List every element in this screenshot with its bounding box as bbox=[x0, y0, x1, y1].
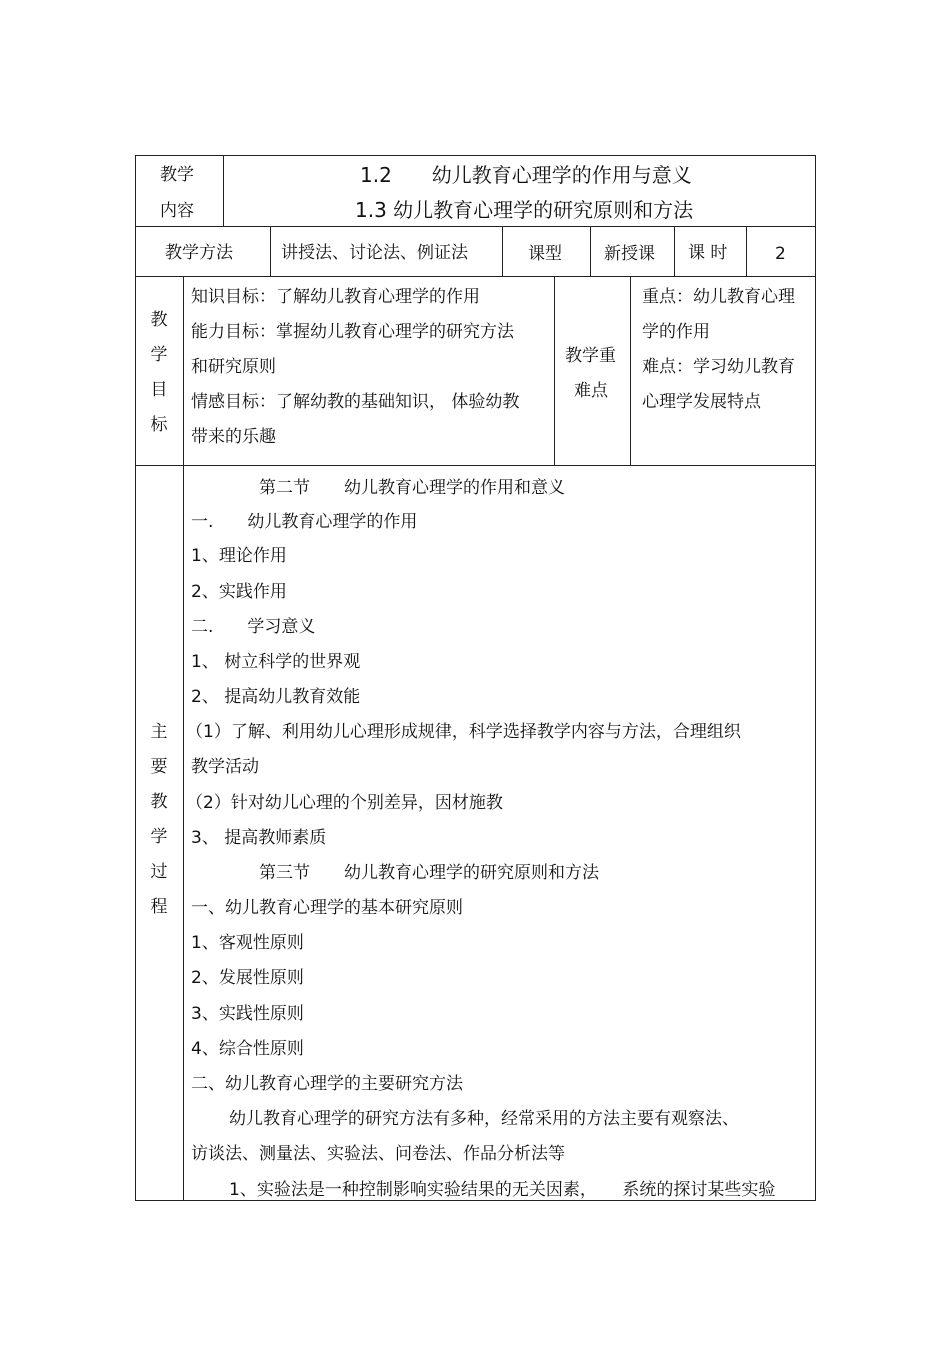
table-rule bbox=[270, 226, 271, 276]
table-border-right bbox=[815, 155, 816, 1200]
process-label-char: 过 bbox=[150, 862, 168, 882]
process-line: 一. 幼儿教育心理学的作用 bbox=[191, 512, 418, 532]
objective-line: 知识目标：了解幼儿教育心理学的作用 bbox=[191, 287, 480, 307]
table-border-top bbox=[135, 155, 816, 156]
process-line: 访谈法、测量法、实验法、问卷法、作品分析法等 bbox=[191, 1144, 565, 1164]
process-line: 幼儿教育心理学的研究方法有多种，经常采用的方法主要有观察法、 bbox=[229, 1109, 739, 1129]
process-line: 1、 树立科学的世界观 bbox=[191, 652, 361, 672]
process-label-char: 主 bbox=[150, 722, 168, 742]
table-border-left bbox=[135, 155, 136, 1200]
process-line: 2、实践作用 bbox=[191, 582, 287, 602]
lesson-title-1: 1.2 幼儿教育心理学的作用与意义 bbox=[360, 163, 692, 187]
content-label: 教学 bbox=[160, 165, 194, 185]
key-point-line: 学的作用 bbox=[642, 322, 710, 342]
objective-line: 能力目标：掌握幼儿教育心理学的研究方法 bbox=[191, 322, 514, 342]
process-line: 1、理论作用 bbox=[191, 546, 287, 566]
key-points-label: 难点 bbox=[574, 381, 608, 401]
objectives-label-char: 教 bbox=[150, 310, 168, 330]
process-line: （1）了解、利用幼儿心理形成规律，科学选择教学内容与方法，合理组织 bbox=[186, 722, 741, 742]
process-line: 2、 提高幼儿教育效能 bbox=[191, 687, 361, 707]
process-label-char: 程 bbox=[150, 897, 168, 917]
table-rule bbox=[502, 226, 503, 276]
table-rule bbox=[674, 226, 675, 276]
process-line: 3、实践性原则 bbox=[191, 1004, 304, 1024]
table-rule bbox=[135, 226, 816, 227]
type-value: 新授课 bbox=[604, 244, 655, 264]
hours-label: 课 时 bbox=[688, 243, 728, 263]
content-label: 内容 bbox=[160, 201, 194, 221]
objective-line: 带来的乐趣 bbox=[191, 427, 276, 447]
table-rule bbox=[630, 276, 631, 465]
process-line: 2、发展性原则 bbox=[191, 968, 304, 988]
process-line: 二、幼儿教育心理学的主要研究方法 bbox=[191, 1074, 463, 1094]
table-rule bbox=[135, 276, 816, 277]
table-rule bbox=[183, 465, 184, 1200]
method-value: 讲授法、讨论法、例证法 bbox=[281, 243, 468, 263]
process-line: 教学活动 bbox=[191, 757, 259, 777]
table-rule bbox=[554, 276, 555, 465]
objectives-label-char: 学 bbox=[150, 345, 168, 365]
process-line: 1、实验法是一种控制影响实验结果的无关因素， 系统的探讨某些实验 bbox=[229, 1180, 776, 1200]
objectives-label-char: 标 bbox=[150, 415, 168, 435]
key-points-label: 教学重 bbox=[565, 346, 616, 366]
objectives-label-char: 目 bbox=[150, 380, 168, 400]
key-point-line: 心理学发展特点 bbox=[642, 392, 761, 412]
process-line: 二. 学习意义 bbox=[191, 617, 316, 637]
process-label-char: 教 bbox=[150, 792, 168, 812]
process-label-char: 要 bbox=[150, 757, 168, 777]
section-heading: 第二节 幼儿教育心理学的作用和意义 bbox=[259, 478, 565, 498]
objective-line: 情感目标：了解幼教的基础知识， 体验幼教 bbox=[191, 392, 520, 412]
method-label: 教学方法 bbox=[165, 243, 233, 263]
process-line: （2）针对幼儿心理的个别差异，因材施教 bbox=[186, 793, 503, 813]
process-label-char: 学 bbox=[150, 827, 168, 847]
section-heading: 第三节 幼儿教育心理学的研究原则和方法 bbox=[259, 863, 599, 883]
process-line: 1、客观性原则 bbox=[191, 933, 304, 953]
hours-value: 2 bbox=[775, 244, 786, 264]
process-line: 4、综合性原则 bbox=[191, 1039, 304, 1059]
objective-line: 和研究原则 bbox=[191, 357, 276, 377]
table-rule bbox=[746, 226, 747, 276]
table-rule bbox=[223, 155, 224, 226]
process-line: 3、 提高教师素质 bbox=[191, 828, 327, 848]
key-point-line: 难点：学习幼儿教育 bbox=[642, 357, 795, 377]
key-point-line: 重点：幼儿教育心理 bbox=[642, 287, 795, 307]
lesson-title-2: 1.3 幼儿教育心理学的研究原则和方法 bbox=[355, 198, 694, 222]
type-label: 课型 bbox=[528, 244, 562, 264]
table-rule bbox=[135, 465, 816, 466]
table-rule bbox=[590, 226, 591, 276]
table-rule bbox=[183, 276, 184, 465]
process-line: 一、幼儿教育心理学的基本研究原则 bbox=[191, 898, 463, 918]
